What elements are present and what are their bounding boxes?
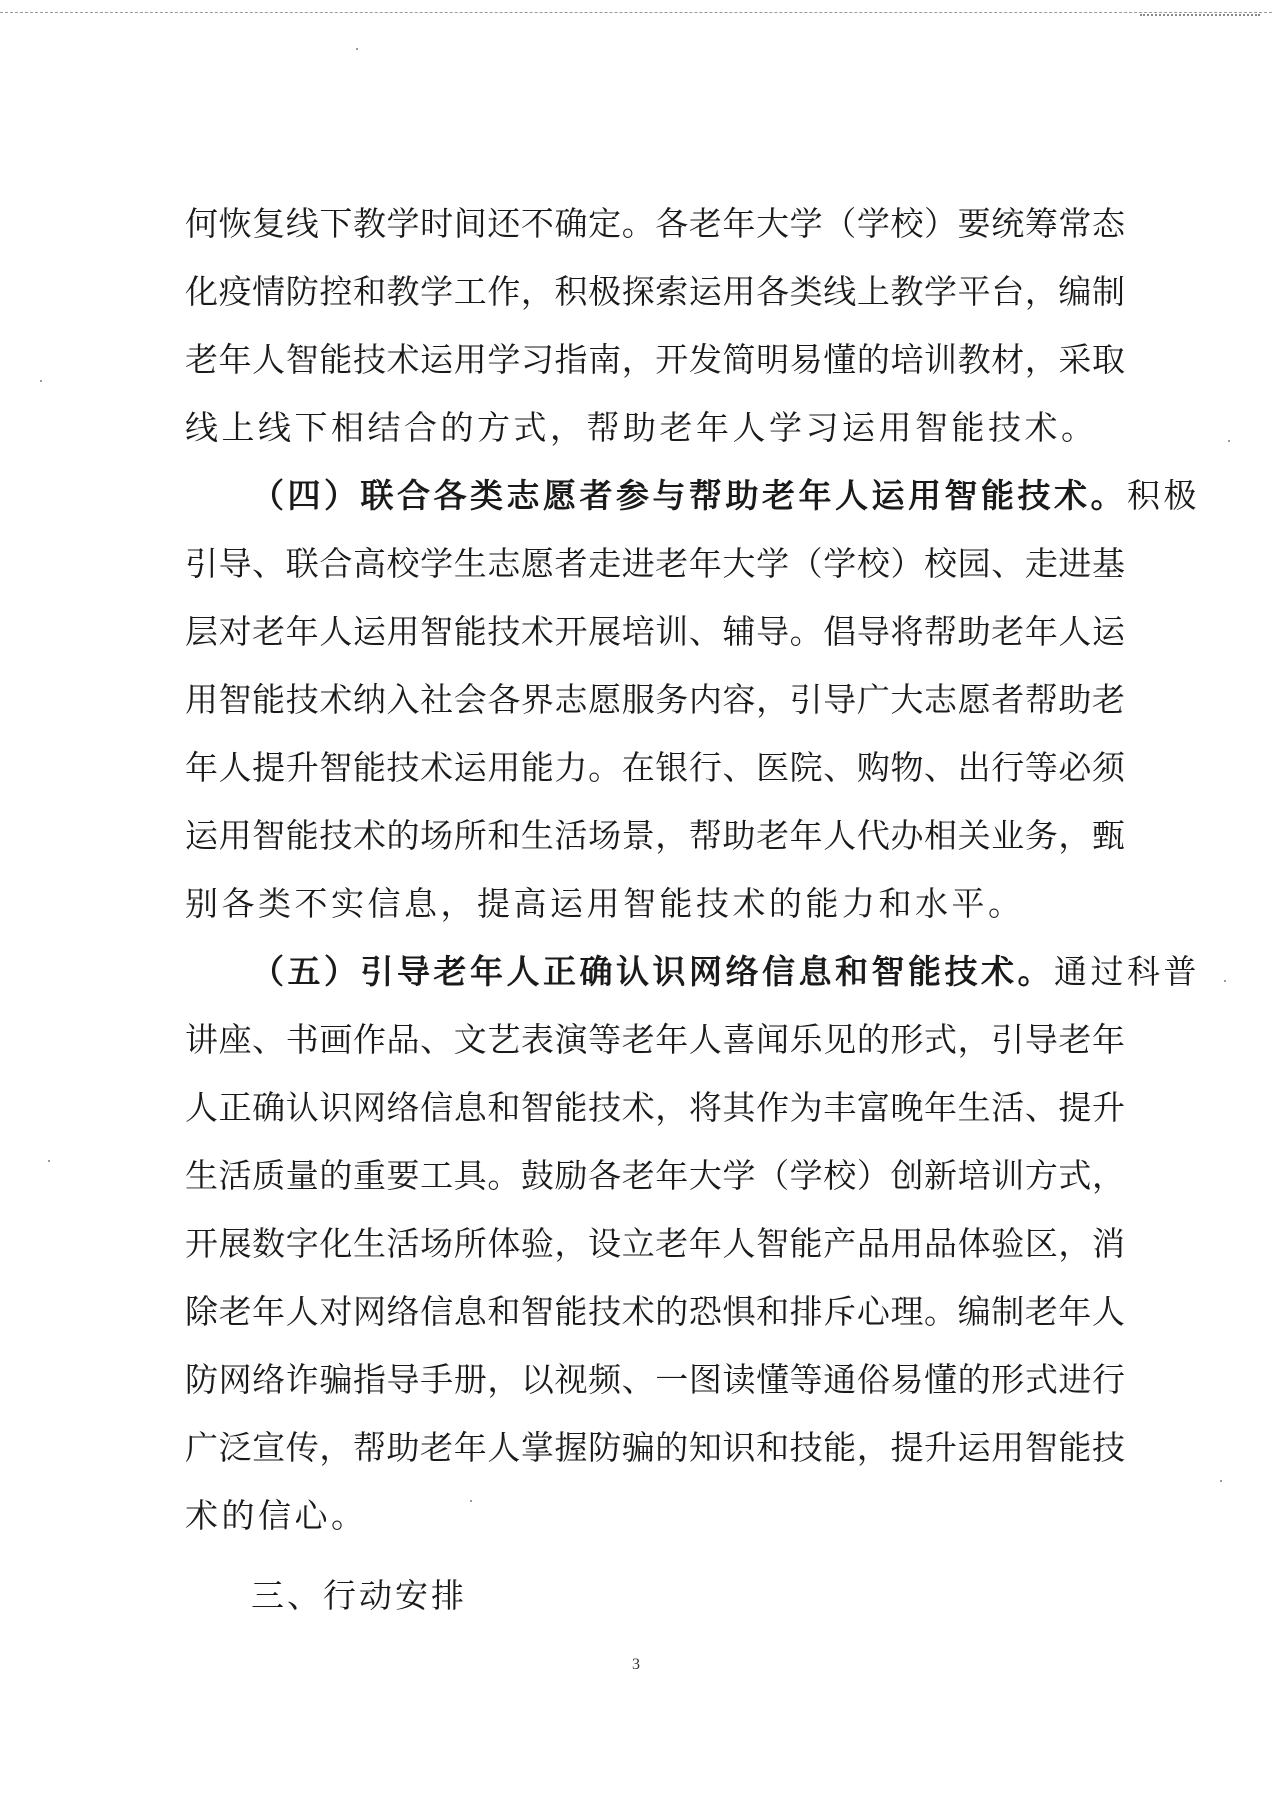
scan-edge-top-right bbox=[1140, 14, 1260, 16]
paragraph-first-line bbox=[185, 938, 1200, 1006]
scan-speck bbox=[1224, 980, 1226, 982]
text-line: 讲座、书画作品、文艺表演等老年人喜闻乐见的形式，引导老年 bbox=[185, 1020, 1125, 1059]
text-fragment: 通过科普 bbox=[1054, 952, 1200, 991]
text-line: 防网络诈骗指导手册，以视频、一图读懂等通俗易懂的形式进行 bbox=[185, 1360, 1125, 1399]
text-line: 术的信心。 bbox=[185, 1496, 368, 1535]
section-title: 三、行动安排 bbox=[251, 1576, 467, 1615]
text-line: 开展数字化生活场所体验，设立老年人智能产品用品体验区，消 bbox=[185, 1224, 1125, 1263]
text-line: 老年人智能技术运用学习指南，开发简明易懂的培训教材，采取 bbox=[185, 340, 1125, 379]
document-body bbox=[185, 190, 1200, 1630]
text-line: 别各类不实信息，提高运用智能技术的能力和水平。 bbox=[185, 884, 1025, 923]
text-line: 人正确认识网络信息和智能技术，将其作为丰富晚年生活、提升 bbox=[185, 1088, 1125, 1127]
text-line: 广泛宣传，帮助老年人掌握防骗的知识和技能，提升运用智能技 bbox=[185, 1428, 1125, 1467]
text-fragment: 积极 bbox=[1127, 476, 1200, 515]
paragraph-first-line bbox=[185, 462, 1200, 530]
paragraph-heading: （四）联合各类志愿者参与帮助老年人运用智能技术。 bbox=[251, 476, 1127, 515]
text-line: 用智能技术纳入社会各界志愿服务内容，引导广大志愿者帮助老 bbox=[185, 680, 1125, 719]
scan-speck bbox=[356, 48, 358, 50]
text-line: 运用智能技术的场所和生活场景，帮助老年人代办相关业务，甄 bbox=[185, 816, 1125, 855]
text-line: 化疫情防控和教学工作，积极探索运用各类线上教学平台，编制 bbox=[185, 272, 1125, 311]
text-line: 层对老年人运用智能技术开展培训、辅导。倡导将帮助老年人运 bbox=[185, 612, 1125, 651]
paragraph-heading: （五）引导老年人正确认识网络信息和智能技术。 bbox=[251, 952, 1054, 991]
text-line: 生活质量的重要工具。鼓励各老年大学（学校）创新培训方式， bbox=[185, 1156, 1125, 1195]
paragraph-1 bbox=[185, 190, 1125, 462]
scan-speck bbox=[1228, 440, 1230, 442]
text-line: 除老年人对网络信息和智能技术的恐惧和排斥心理。编制老年人 bbox=[185, 1292, 1125, 1331]
text-line: 线上线下相结合的方式，帮助老年人学习运用智能技术。 bbox=[185, 408, 1098, 447]
paragraph-2 bbox=[185, 462, 1200, 938]
scan-speck bbox=[40, 380, 42, 382]
text-line: 引导、联合高校学生志愿者走进老年大学（学校）校园、走进基 bbox=[185, 544, 1125, 583]
text-line: 何恢复线下教学时间还不确定。各老年大学（学校）要统筹常态 bbox=[185, 204, 1125, 243]
page-number: 3 bbox=[632, 1656, 640, 1673]
scan-speck bbox=[48, 1160, 50, 1162]
text-line: 年人提升智能技术运用能力。在银行、医院、购物、出行等必须 bbox=[185, 748, 1125, 787]
paragraph-3 bbox=[185, 938, 1200, 1550]
scan-edge-top bbox=[0, 12, 1272, 13]
scan-speck bbox=[1220, 1480, 1222, 1482]
